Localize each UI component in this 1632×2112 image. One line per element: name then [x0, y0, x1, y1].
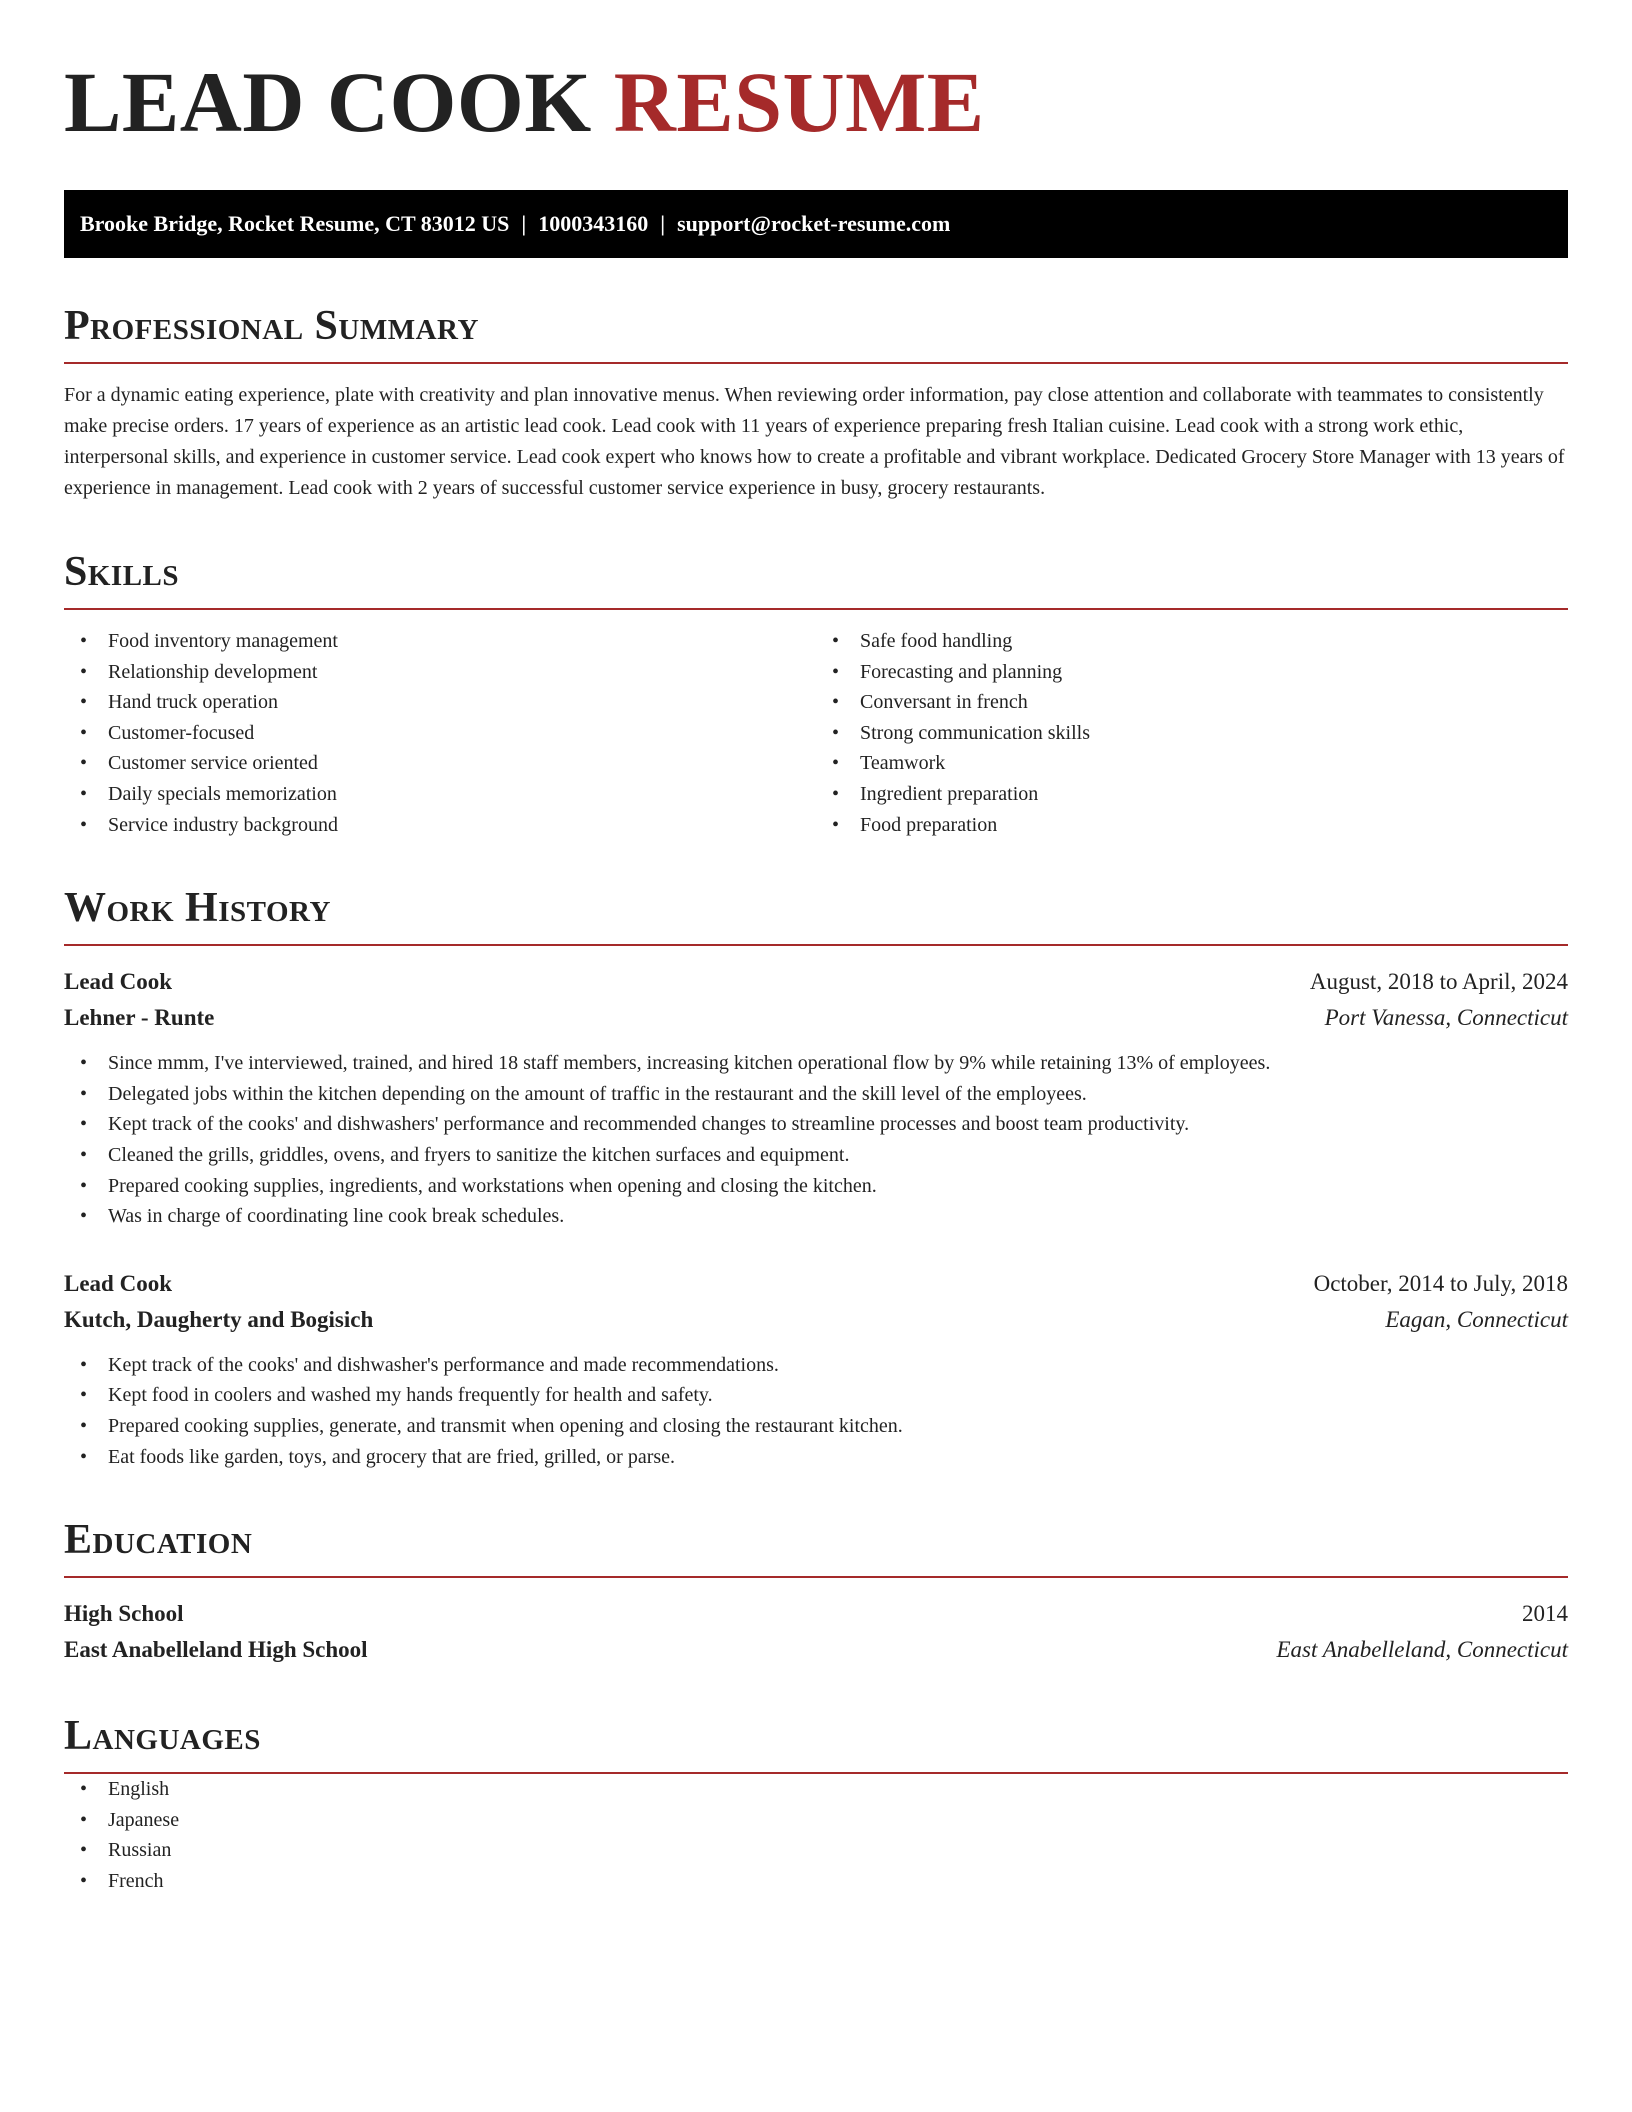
job-company-row: [64, 1302, 1568, 1338]
contact-phone: 1000343160: [538, 211, 649, 236]
summary-heading: Professional Summary: [64, 302, 1568, 364]
skills-heading: Skills: [64, 548, 1568, 610]
contact-email: support@rocket-resume.com: [677, 211, 951, 236]
skills-left-column: [64, 626, 816, 840]
job-title-row: [64, 1266, 1568, 1302]
job-company: Lehner - Runte: [64, 1005, 215, 1031]
job-location: Eagan, Connecticut: [1385, 1306, 1568, 1332]
job-dates: August, 2018 to April, 2024: [1309, 969, 1568, 995]
languages-list: [64, 1774, 1568, 1896]
job-company-row: [64, 1000, 1568, 1036]
education-degree: High School: [64, 1601, 184, 1627]
education-degree-row: [64, 1596, 1568, 1632]
contact-separator: |: [660, 211, 666, 236]
job-duties-list: [64, 1048, 1568, 1232]
title-accent: RESUME: [613, 54, 985, 150]
summary-section: [64, 302, 1568, 504]
work-history-heading: Work History: [64, 884, 1568, 946]
education-entry: [64, 1596, 1568, 1668]
summary-text: For a dynamic eating experience, plate with creativity and plan innovative menus. When reviewing order information, pay close attention and collaborate with teammates to consistently make precise orders. 17 years of experience as an artistic lead cook. Lead cook with 11 years of experience preparing fresh Italian cuisine. Lead cook with a strong work ethic, interpersonal skills, and experience in customer service. Lead cook expert who knows how to create a profitable and vibrant workplace. Dedicated Grocery Store Manager with 13 years of experience in management. Lead cook with 2 years of successful customer service experience in busy, grocery restaurants.: [64, 384, 1565, 499]
resume-title: [64, 52, 1568, 152]
skill-item: • Hand truck operation: [64, 687, 816, 718]
job-title: Lead Cook: [64, 1270, 172, 1296]
skills-left-list: [64, 626, 816, 840]
skill-item: • Ingredient preparation: [816, 779, 1568, 810]
job-duty: • Eat foods like garden, toys, and grocery that are fried, grilled, or parse.: [64, 1442, 1568, 1473]
skill-item: • Conversant in french: [816, 687, 1568, 718]
job-title: Lead Cook: [64, 969, 172, 995]
skill-item: • Teamwork: [816, 748, 1568, 779]
skill-item: • Safe food handling: [816, 626, 1568, 657]
title-main: LEAD COOK: [64, 54, 592, 150]
skill-item: • Customer-focused: [64, 718, 816, 749]
languages-section: [64, 1712, 1568, 1896]
job-title-row: [64, 964, 1568, 1000]
skill-item: • Service industry background: [64, 810, 816, 841]
language-item: • Japanese: [64, 1805, 1568, 1836]
skills-section: [64, 548, 1568, 840]
language-item: • English: [64, 1774, 1568, 1805]
skills-right-column: [816, 626, 1568, 840]
job-dates: October, 2014 to July, 2018: [1313, 1270, 1568, 1296]
education-location: East Anabelleland, Connecticut: [1276, 1637, 1568, 1663]
languages-heading: Languages: [64, 1712, 1568, 1774]
work-history-section: [64, 884, 1568, 1472]
skill-item: • Customer service oriented: [64, 748, 816, 779]
education-year: 2014: [1522, 1601, 1568, 1627]
job-duty: • Prepared cooking supplies, ingredients, and workstations when opening and closing the kitchen.: [64, 1171, 1568, 1202]
job-duty: • Cleaned the grills, griddles, ovens, and fryers to sanitize the kitchen surfaces and equipment.: [64, 1140, 1568, 1171]
skill-item: • Daily specials memorization: [64, 779, 816, 810]
job-company: Kutch, Daugherty and Bogisich: [64, 1306, 374, 1332]
contact-bar: [64, 190, 1568, 258]
skill-item: • Forecasting and planning: [816, 657, 1568, 688]
skills-right-list: [816, 626, 1568, 840]
contact-address: Brooke Bridge, Rocket Resume, CT 83012 US: [80, 211, 510, 236]
job-duty: • Delegated jobs within the kitchen depending on the amount of traffic in the restaurant and the skill level of the employees.: [64, 1079, 1568, 1110]
job-duty: • Prepared cooking supplies, generate, and transmit when opening and closing the restaurant kitchen.: [64, 1411, 1568, 1442]
skills-columns: [64, 626, 1568, 840]
language-item: • French: [64, 1866, 1568, 1897]
skill-item: • Food inventory management: [64, 626, 816, 657]
job-location: Port Vanessa, Connecticut: [1324, 1005, 1568, 1031]
job-duty: • Kept track of the cooks' and dishwashers' performance and recommended changes to streamline processes and boost team productivity.: [64, 1109, 1568, 1140]
education-section: [64, 1516, 1568, 1668]
job-duty: • Was in charge of coordinating line cook break schedules.: [64, 1201, 1568, 1232]
skill-item: • Food preparation: [816, 810, 1568, 841]
skill-item: • Strong communication skills: [816, 718, 1568, 749]
job-duty: • Kept food in coolers and washed my hands frequently for health and safety.: [64, 1380, 1568, 1411]
education-school-row: [64, 1632, 1568, 1668]
job-duty: • Kept track of the cooks' and dishwasher's performance and made recommendations.: [64, 1350, 1568, 1381]
contact-separator: |: [521, 211, 527, 236]
job-duty: • Since mmm, I've interviewed, trained, and hired 18 staff members, increasing kitchen operational flow by 9% while retaining 13% of employees.: [64, 1048, 1568, 1079]
language-item: • Russian: [64, 1835, 1568, 1866]
job-duties-list: [64, 1350, 1568, 1472]
education-school: East Anabelleland High School: [64, 1637, 368, 1663]
job-entry: [64, 964, 1568, 1232]
skill-item: • Relationship development: [64, 657, 816, 688]
education-heading: Education: [64, 1516, 1568, 1578]
job-entry: [64, 1266, 1568, 1472]
